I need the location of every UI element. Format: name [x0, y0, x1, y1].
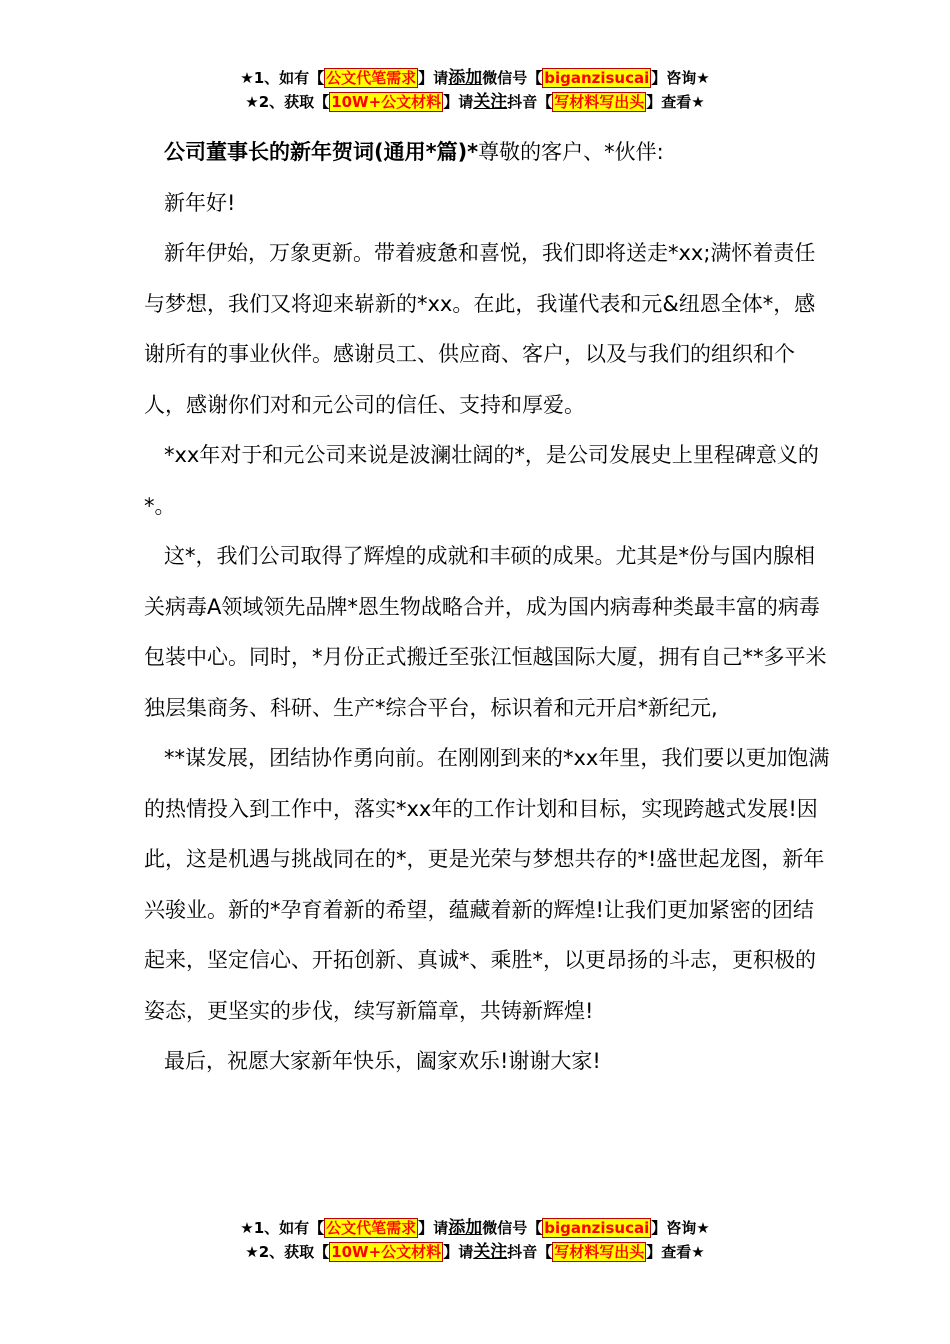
banner-text: 抖音【	[507, 93, 553, 111]
banner-text: 】查看★	[646, 93, 705, 111]
banner-text: ★1、如有【	[240, 69, 325, 87]
banner-text: 】咨询★	[651, 1219, 710, 1237]
banner-text: 】请	[418, 1219, 449, 1237]
paragraph: 新年好!	[164, 190, 236, 215]
paragraph: **谋发展，团结协作勇向前。在刚刚到来的*xx年里，我们要以更加饱满的热情投入到工作中，落实*xx年的工作计划和目标，实现跨越式发展!因此，这是机遇与挑战同在的*，更是光荣与梦想共存的*!盛世起龙图，新年兴骏业。新的*孕育着新的希望，蕴藏着新的辉煌!让我们更加紧密的团结起来，坚定信心、开拓创新、真诚*、乘胜*，以更昂扬的斗志，更积极的姿态，更坚实的步伐，续写新篇章，共铸新辉煌!	[144, 746, 830, 1023]
banner-text: 微信号【	[482, 1219, 543, 1237]
highlight-douyin-id: 写材料写出头	[554, 93, 645, 111]
banner-text: 】查看★	[646, 1243, 705, 1261]
highlight-wechat-id: biganzisucai	[544, 69, 650, 87]
highlight-materials: 10W+公文材料	[331, 1243, 442, 1261]
banner-text: 】请	[443, 1243, 474, 1261]
title-line	[144, 127, 834, 178]
banner-line-1	[0, 66, 950, 90]
footer-banner	[0, 1216, 950, 1264]
highlight-service: 公文代笔需求	[326, 69, 417, 87]
banner-line-1	[0, 1216, 950, 1240]
paragraph: 这*，我们公司取得了辉煌的成就和丰硕的成果。尤其是*份与国内腺相关病毒A领域领先品牌*恩生物战略合并，成为国内病毒种类最丰富的病毒包装中心。同时，*月份正式搬迁至张江恒越国际大厦，拥有自己**多平米独层集商务、科研、生产*综合平台，标识着和元开启*新纪元,	[144, 544, 827, 720]
banner-text: 】咨询★	[651, 69, 710, 87]
document-title: 公司董事长的新年贺词(通用*篇)*	[164, 140, 479, 164]
paragraph: 最后，祝愿大家新年快乐，阖家欢乐!谢谢大家!	[164, 1049, 601, 1073]
paragraph: *xx年对于和元公司来说是波澜壮阔的*，是公司发展史上里程碑意义的*。	[144, 443, 819, 518]
banner-text: ★2、获取【	[245, 93, 330, 111]
highlight-service: 公文代笔需求	[326, 1219, 417, 1237]
underlined-word: 关注	[473, 1242, 508, 1262]
banner-text: 】请	[443, 93, 474, 111]
underlined-word: 关注	[473, 92, 508, 112]
highlight-douyin-id: 写材料写出头	[554, 1243, 645, 1261]
banner-text: ★1、如有【	[240, 1219, 325, 1237]
banner-line-2	[0, 90, 950, 114]
salutation: 尊敬的客户、*伙伴:	[478, 140, 664, 164]
header-banner	[0, 66, 950, 114]
highlight-wechat-id: biganzisucai	[544, 1219, 650, 1237]
underlined-word: 添加	[448, 1218, 483, 1238]
underlined-word: 添加	[448, 68, 483, 88]
banner-text: 微信号【	[482, 69, 543, 87]
highlight-materials: 10W+公文材料	[331, 93, 442, 111]
banner-text: 抖音【	[507, 1243, 553, 1261]
document-body	[144, 127, 834, 1087]
banner-line-2	[0, 1240, 950, 1264]
paragraph: 新年伊始，万象更新。带着疲惫和喜悦，我们即将送走*xx;满怀着责任与梦想，我们又将迎来崭新的*xx。在此，我谨代表和元&纽恩全体*，感谢所有的事业伙伴。感谢员工、供应商、客户，以及与我们的组织和个人，感谢你们对和元公司的信任、支持和厚爱。	[144, 241, 816, 417]
banner-text: 】请	[418, 69, 449, 87]
banner-text: ★2、获取【	[245, 1243, 330, 1261]
